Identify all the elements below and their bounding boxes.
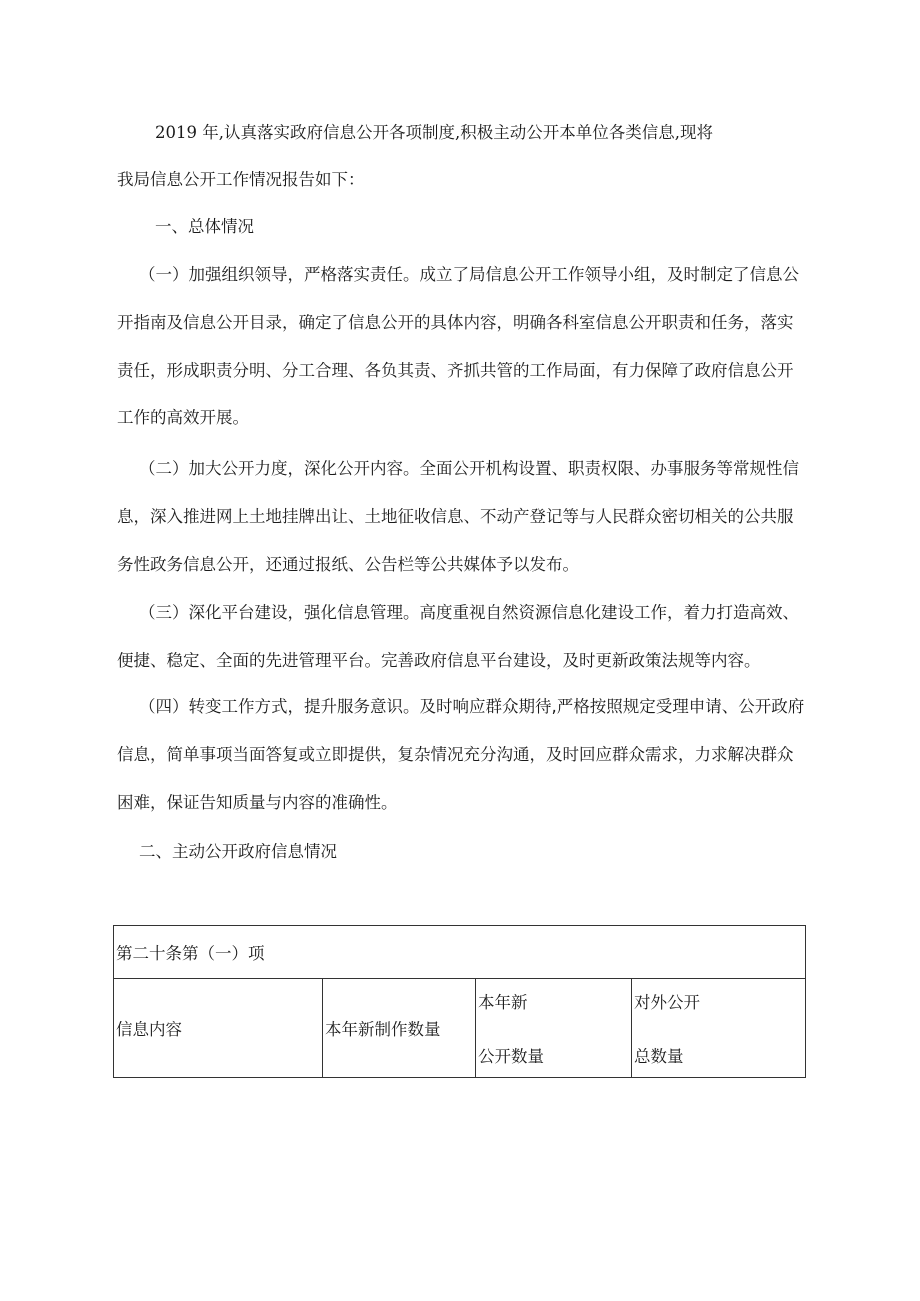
para1-line-2: 开指南及信息公开目录，确定了信息公开的具体内容，明确各科室信息公开职责和任务，落实 xyxy=(117,313,794,332)
header-cell-new-public xyxy=(476,979,632,1078)
header-new-made-count: 本年新制作数量 xyxy=(325,1020,441,1039)
header-new-public-line2: 公开数量 xyxy=(478,1047,544,1066)
header-info-content: 信息内容 xyxy=(116,1020,182,1039)
para4-line-1: （四）转变工作方式，提升服务意识。及时响应群众期待,严格按照规定受理申请、公开政府 xyxy=(139,697,805,716)
para4-line-2: 信息，简单事项当面答复或立即提供，复杂情况充分沟通，及时回应群众需求，力求解决群众 xyxy=(117,745,794,764)
info-table xyxy=(113,925,806,1078)
table-title: 第二十条第（一）项 xyxy=(116,944,265,963)
para3-line-1: （三）深化平台建设，强化信息管理。高度重视自然资源信息化建设工作，着力打造高效、 xyxy=(139,603,799,622)
section-heading-2: 二、主动公开政府信息情况 xyxy=(139,842,337,861)
para3-line-2: 便捷、稳定、全面的先进管理平台。完善政府信息平台建设，及时更新政策法规等内容。 xyxy=(117,651,761,670)
header-total-public-line2: 总数量 xyxy=(634,1047,684,1066)
header-total-public-line1: 对外公开 xyxy=(634,993,700,1012)
para2-line-1: （二）加大公开力度，深化公开内容。全面公开机构设置、职责权限、办事服务等常规性信 xyxy=(139,459,799,478)
intro-line-1: 2019 年,认真落实政府信息公开各项制度,积极主动公开本单位各类信息,现将 xyxy=(155,123,713,142)
para2-line-3: 务性政务信息公开，还通过报纸、公告栏等公共媒体予以发布。 xyxy=(117,555,579,574)
header-cell-total-public xyxy=(632,979,806,1078)
para4-line-3: 困难，保证告知质量与内容的准确性。 xyxy=(117,793,398,812)
para2-line-2: 息，深入推进网上土地挂牌出让、土地征收信息、不动产登记等与人民群众密切相关的公共服 xyxy=(117,507,794,526)
header-cell-info-content xyxy=(114,979,323,1078)
para1-line-1: （一）加强组织领导，严格落实责任。成立了局信息公开工作领导小组，及时制定了信息公 xyxy=(139,265,799,284)
section-heading-1: 一、总体情况 xyxy=(155,217,254,236)
header-cell-new-made xyxy=(323,979,476,1078)
para1-line-4: 工作的高效开展。 xyxy=(117,408,249,427)
header-new-public-line1: 本年新 xyxy=(478,993,528,1012)
table-title-cell xyxy=(114,926,806,979)
intro-line-2: 我局信息公开工作情况报告如下： xyxy=(117,170,365,189)
para1-line-3: 责任，形成职责分明、分工合理、各负其责、齐抓共管的工作局面，有力保障了政府信息公开 xyxy=(117,361,794,380)
